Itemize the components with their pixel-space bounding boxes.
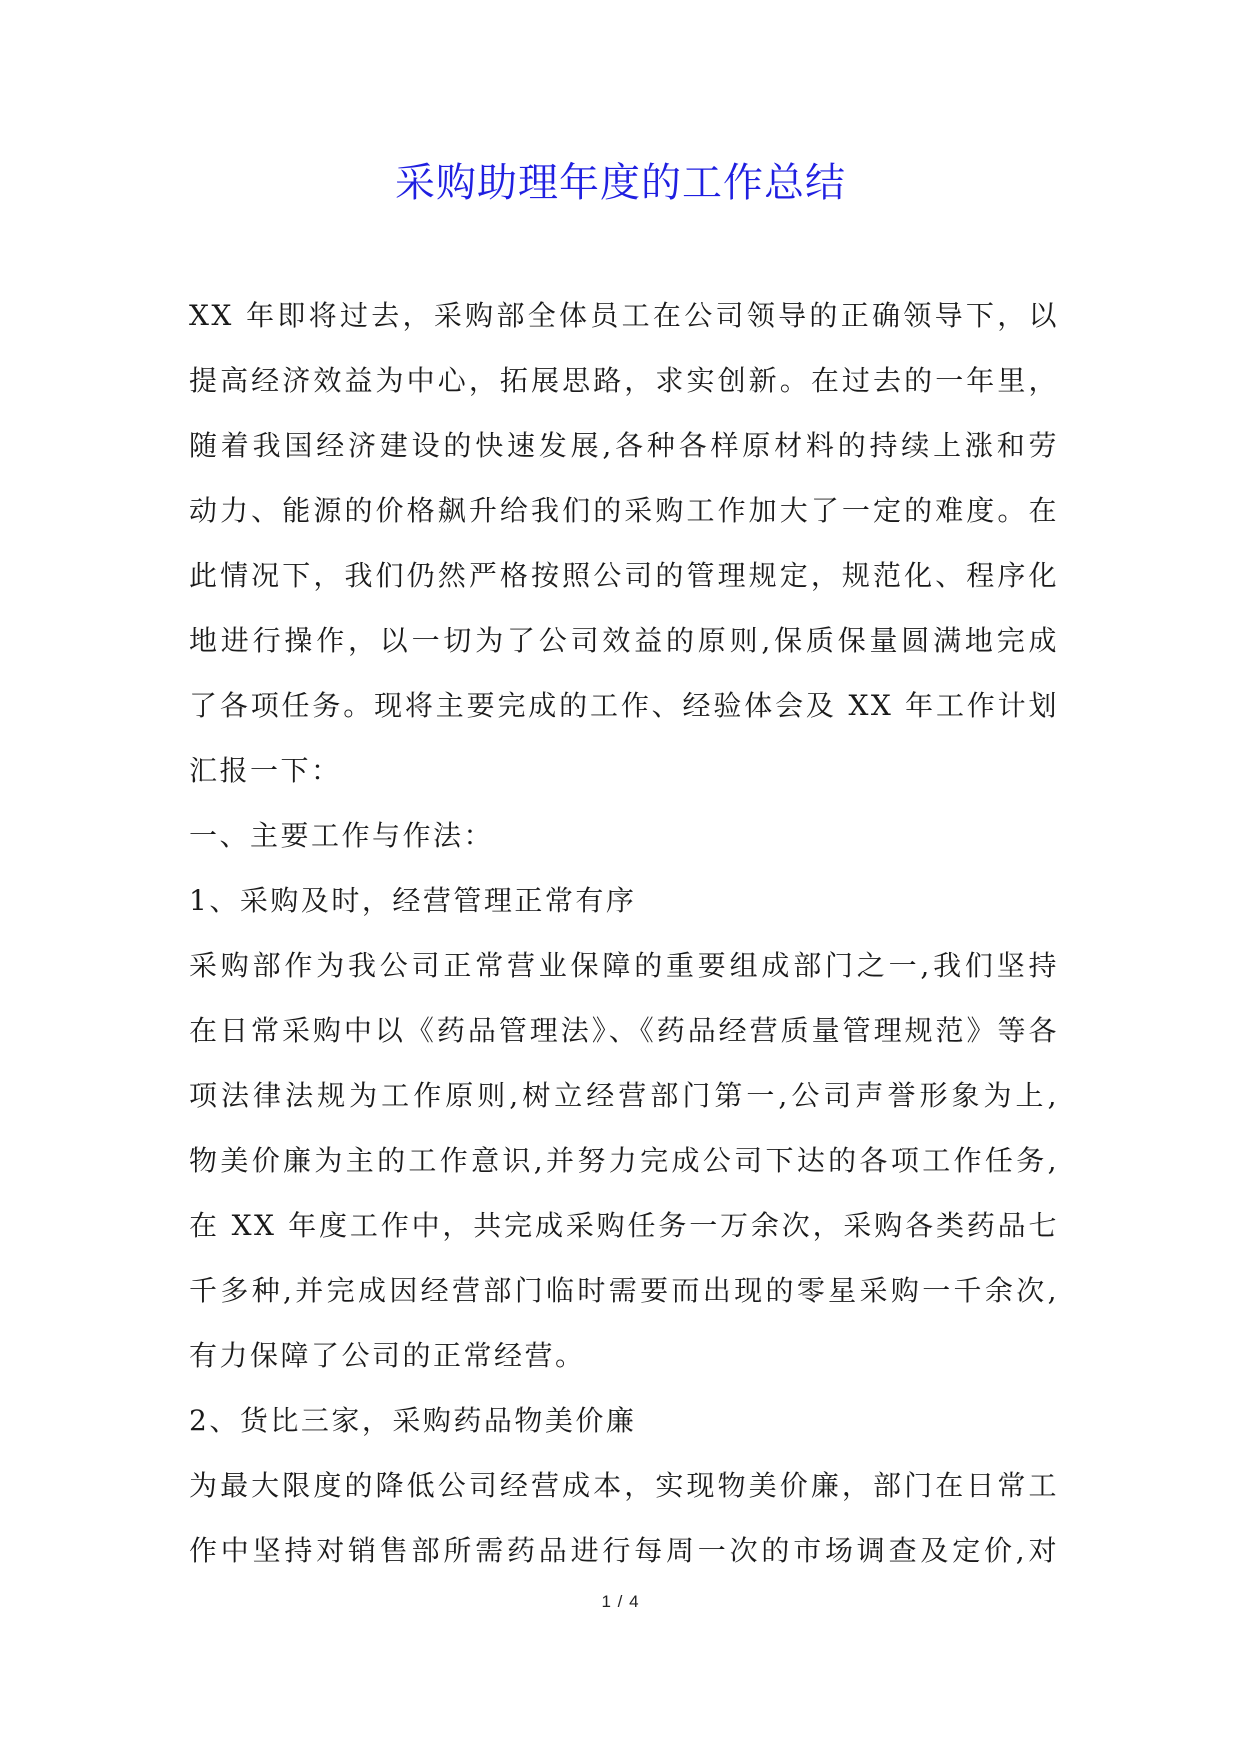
body-text-line: 汇报一下： (189, 754, 342, 787)
body-text-line: 物美价廉为主的工作意识,并努力完成公司下达的各项工作任务, (189, 1144, 1059, 1177)
body-text-line: 千多种,并完成因经营部门临时需要而出现的零星采购一千余次, (189, 1274, 1059, 1307)
body-text-line: 随着我国经济建设的快速发展,各种各样原材料的持续上涨和劳 (189, 429, 1059, 462)
body-text-line: 地进行操作，以一切为了公司效益的原则,保质保量圆满地完成 (189, 624, 1059, 657)
body-text-line: 了各项任务。现将主要完成的工作、经验体会及 XX 年工作计划 (189, 689, 1059, 722)
body-text-line: 在 XX 年度工作中，共完成采购任务一万余次，采购各类药品七 (189, 1209, 1059, 1242)
body-text-line: 有力保障了公司的正常经营。 (189, 1339, 586, 1372)
body-text-line: 作中坚持对销售部所需药品进行每周一次的市场调查及定价,对 (189, 1534, 1059, 1567)
document-body (189, 283, 1059, 1583)
body-text-line: 为最大限度的降低公司经营成本，实现物美价廉，部门在日常工 (189, 1469, 1059, 1502)
body-text-line: 1、采购及时，经营管理正常有序 (189, 884, 637, 917)
body-text-line: 采购部作为我公司正常营业保障的重要组成部门之一,我们坚持 (189, 949, 1059, 982)
document-title: 采购助理年度的工作总结 (395, 160, 846, 206)
body-text-line: 提高经济效益为中心，拓展思路，求实创新。在过去的一年里， (189, 364, 1059, 397)
body-text-line: 在日常采购中以《药品管理法》、《药品经营质量管理规范》等各 (189, 1014, 1059, 1047)
body-text-line: 此情况下，我们仍然严格按照公司的管理规定，规范化、程序化 (189, 559, 1059, 592)
body-text-line: 2、货比三家，采购药品物美价廉 (189, 1404, 637, 1437)
body-text-line: 一、主要工作与作法： (189, 819, 495, 852)
body-text-line: 项法律法规为工作原则,树立经营部门第一,公司声誉形象为上, (189, 1079, 1059, 1112)
body-text-line: XX 年即将过去，采购部全体员工在公司领导的正确领导下，以 (189, 299, 1059, 332)
page-number: 1 / 4 (601, 1592, 640, 1611)
body-text-line: 动力、能源的价格飙升给我们的采购工作加大了一定的难度。在 (189, 494, 1059, 527)
